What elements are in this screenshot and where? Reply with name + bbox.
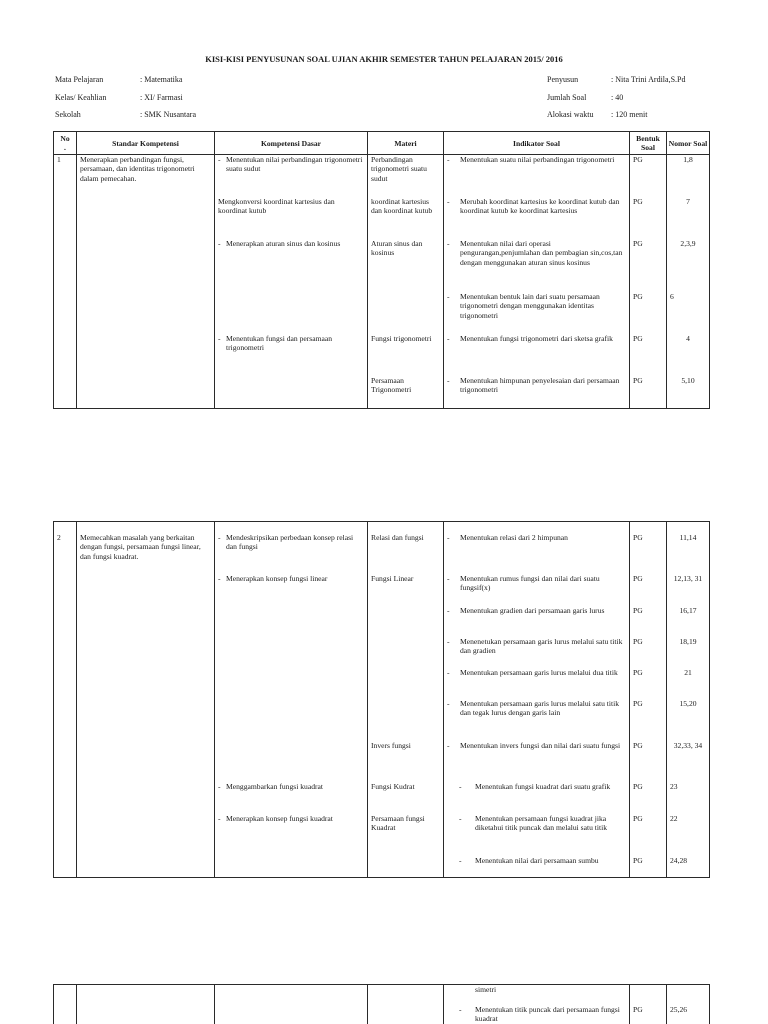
meta-label: Kelas/ Keahlian: [55, 92, 107, 102]
bentuk-item: PG: [633, 334, 643, 343]
table-header-row: [54, 132, 710, 155]
bentuk-item: PG: [633, 606, 643, 615]
bentuk-item: PG: [633, 668, 643, 677]
bentuk-item: PG: [633, 197, 643, 206]
header-nomor-soal: Nomor Soal: [667, 132, 710, 155]
nomor-item: 11,14: [679, 533, 697, 542]
cell-kompetensi-dasar: [215, 985, 368, 1024]
meta-value: : XI/ Farmasi: [140, 92, 183, 102]
header-kompetensi-dasar: Kompetensi Dasar: [215, 132, 368, 155]
meta-row: [55, 71, 196, 89]
kd-item: - Menentukan fungsi dan persamaan trigonometri: [218, 334, 333, 353]
header-indikator-soal: Indikator Soal: [444, 132, 630, 155]
bentuk-item: PG: [633, 376, 643, 385]
nomor-item: 25,26: [670, 1005, 688, 1014]
indikator-item: - Merubah koordinat kartesius ke koordinat kutub dan koordinat kutub ke koordinat kartesius: [447, 197, 620, 216]
kd-item: Mengkonversi koordinat kartesius dan koordinat kutub: [218, 197, 335, 216]
cell-bentuk-soal: [630, 155, 667, 409]
header-bentuk-soal: Bentuk Soal: [630, 132, 667, 155]
nomor-item: 16,17: [679, 606, 697, 615]
nomor-item: 22: [670, 814, 678, 823]
indikator-item: - Menentukan rumus fungsi dan nilai dari suatu fungsif(x): [447, 574, 600, 593]
nomor-item: 15,20: [679, 699, 697, 708]
nomor-item: 12,13, 31: [673, 574, 703, 583]
nomor-item: 23: [670, 782, 678, 791]
materi-item: Invers fungsi: [371, 741, 411, 750]
indikator-item: - Menentukan bentuk lain dari suatu persamaan trigonometri dengan menggunakan identitas trigonometri: [447, 292, 600, 320]
nomor-item: 5,10: [681, 376, 695, 385]
meta-value: : 120 menit: [611, 110, 648, 119]
nomor-item: 4: [686, 334, 690, 343]
kd-item: - Menerapkan aturan sinus dan kosinus: [218, 239, 341, 248]
bentuk-item: PG: [633, 637, 643, 646]
header-standar-kompetensi: Standar Kompetensi: [77, 132, 215, 155]
meta-label: Sekolah: [55, 110, 81, 119]
cell-kompetensi-dasar: [215, 522, 368, 878]
cell-standar-kompetensi: [77, 985, 215, 1024]
cell-bentuk-soal: [630, 985, 667, 1024]
kd-item: - Menerapkan konsep fungsi linear: [218, 574, 328, 583]
indikator-item: - Menentukan relasi dari 2 himpunan: [447, 533, 568, 542]
indikator-item: - Menentukan invers fungsi dan nilai dari suatu fungsi: [447, 741, 621, 750]
meta-label: Jumlah Soal: [547, 92, 587, 102]
nomor-item: 6: [670, 292, 674, 301]
bentuk-item: PG: [633, 574, 643, 583]
header-no: No .: [54, 132, 77, 155]
indikator-item: - Menentukan suatu nilai perbandingan trigonometri: [447, 155, 615, 164]
meta-left: [55, 71, 196, 124]
materi-item: Perbandingan trigonometri suatu sudut: [371, 155, 427, 183]
table-row: [54, 985, 710, 1024]
document-title: KISI-KISI PENYUSUNAN SOAL UJIAN AKHIR SEMESTER TAHUN PELAJARAN 2015/ 2016: [205, 54, 563, 64]
bentuk-item: PG: [633, 856, 643, 865]
indikator-item: - Menentukan nilai dari operasi pengurangan,penjumlahan dan pembagian sin,cos,tan dengan menggunakan aturan sinus kosinus: [447, 239, 623, 267]
header-materi: Materi: [368, 132, 444, 155]
kisi-table-section-1: [53, 131, 710, 409]
indikator-item: - Menentukan persamaan garis lurus melalui dua titik: [447, 668, 618, 677]
meta-label: Penyusun: [547, 75, 579, 84]
cell-kompetensi-dasar: [215, 155, 368, 409]
kisi-table-continued: [53, 984, 710, 1024]
bentuk-item: PG: [633, 782, 643, 791]
kd-item: - Menerapkan konsep fungsi kuadrat: [218, 814, 333, 823]
bentuk-item: PG: [633, 155, 643, 164]
materi-item: Aturan sinus dan kosinus: [371, 239, 423, 258]
materi-item: koordinat kartesius dan koordinat kutub: [371, 197, 433, 216]
table-row: [54, 155, 710, 409]
meta-row: [547, 89, 685, 107]
cell-bentuk-soal: [630, 522, 667, 878]
cell-nomor-soal: [667, 522, 710, 878]
meta-row: [55, 106, 196, 124]
cell-indikator-soal: [444, 522, 630, 878]
meta-right: [547, 71, 685, 124]
nomor-item: 18,19: [679, 637, 697, 646]
cell-standar-kompetensi: Menerapkan perbandingan fungsi, persamaan, dan identitas trigonometri dalam pemecahan.: [77, 155, 215, 409]
bentuk-item: PG: [633, 1005, 643, 1014]
indikator-item: - Menentukan persamaan fungsi kuadrat jika diketahui titik puncak dan melalui satu titik: [459, 814, 608, 833]
bentuk-item: PG: [633, 239, 643, 248]
nomor-item: 32,33, 34: [673, 741, 703, 750]
cell-standar-kompetensi: Memecahkan masalah yang berkaitan dengan fungsi, persamaan fungsi linear, dan fungsi kuadrat.: [77, 522, 215, 878]
nomor-item: 7: [686, 197, 690, 206]
indikator-item-continued: simetri: [475, 985, 497, 994]
indikator-item: - Menenetukan persamaan garis lurus melalui satu titik dan gradien: [447, 637, 623, 656]
nomor-item: 1,8: [683, 155, 693, 164]
indikator-item: - Menentukan persamaan garis lurus melalui satu titik dan tegak lurus dengan garis lain: [447, 699, 620, 718]
kisi-table-section-2: [53, 521, 710, 878]
indikator-item: - Menentukan himpunan penyelesaian dari persamaan trigonometri: [447, 376, 620, 395]
meta-label: Alokasi waktu: [547, 110, 594, 119]
materi-item: Persamaan Trigonometri: [371, 376, 412, 395]
indikator-item: - Menentukan gradien dari persamaan garis lurus: [447, 606, 605, 615]
indikator-item: - Menentukan titik puncak dari persamaan fungsi kuadrat: [459, 1005, 620, 1024]
meta-value: : SMK Nusantara: [140, 110, 196, 119]
cell-indikator-soal: [444, 155, 630, 409]
meta-value: : Nita Trini Ardila,S.Pd: [611, 75, 686, 84]
materi-item: Persamaan fungsi Kuadrat: [371, 814, 425, 833]
nomor-item: 21: [684, 668, 692, 677]
nomor-item: 2,3,9: [680, 239, 696, 248]
indikator-item: - Menentukan fungsi trigonometri dari sketsa grafik: [447, 334, 613, 343]
cell-no: 2: [54, 522, 77, 878]
meta-row: [547, 106, 685, 124]
meta-label: Mata Pelajaran: [55, 75, 104, 84]
kd-item: - Menentukan nilai perbandingan trigonometri suatu sudut: [218, 155, 363, 174]
kd-item: - Menggambarkan fungsi kuadrat: [218, 782, 324, 791]
indikator-item: - Menentukan nilai dari persamaan sumbu: [459, 856, 599, 865]
meta-value: : 40: [611, 92, 624, 102]
bentuk-item: PG: [633, 533, 643, 542]
materi-item: Relasi dan fungsi: [371, 533, 424, 542]
table-row: [54, 522, 710, 878]
meta-row: [547, 71, 685, 89]
cell-nomor-soal: [667, 155, 710, 409]
bentuk-item: PG: [633, 741, 643, 750]
bentuk-item: PG: [633, 814, 643, 823]
bentuk-item: PG: [633, 292, 643, 301]
cell-indikator-soal: [444, 985, 630, 1024]
cell-materi: [368, 985, 444, 1024]
cell-materi: [368, 155, 444, 409]
cell-materi: [368, 522, 444, 878]
nomor-item: 24,28: [670, 856, 688, 865]
cell-nomor-soal: [667, 985, 710, 1024]
meta-value: : Matematika: [140, 75, 183, 84]
materi-item: Fungsi Linear: [371, 574, 414, 583]
cell-no: [54, 985, 77, 1024]
cell-no: 1: [54, 155, 77, 409]
materi-item: Fungsi Kudrat: [371, 782, 415, 791]
materi-item: Fungsi trigonometri: [371, 334, 432, 343]
bentuk-item: PG: [633, 699, 643, 708]
indikator-item: - Menentukan fungsi kuadrat dari suatu grafik: [459, 782, 611, 791]
kd-item: - Mendeskripsikan perbedaan konsep relasi dan fungsi: [218, 533, 354, 552]
meta-row: [55, 89, 196, 107]
